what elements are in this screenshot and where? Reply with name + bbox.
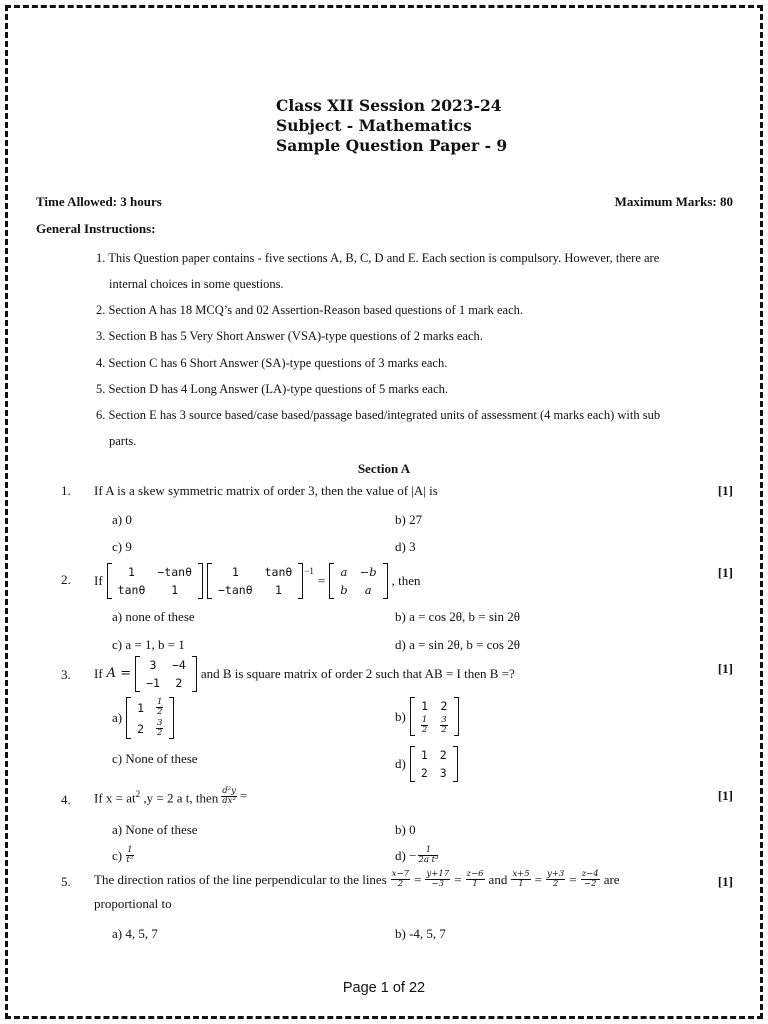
instructions-heading: General Instructions: bbox=[36, 221, 156, 236]
option-c: c) None of these bbox=[112, 751, 198, 766]
matrix-a: 3 −4 −1 2 bbox=[135, 656, 197, 692]
option-a: a) None of these bbox=[112, 822, 198, 837]
instruction-item: 3. Section B has 5 Very Short Answer (VSA)-type questions of 2 marks each. bbox=[96, 329, 483, 343]
if-text: If bbox=[94, 573, 103, 588]
option-label: c) bbox=[112, 847, 123, 863]
if-text: If bbox=[94, 666, 103, 681]
ratio-fraction: $\frac{z-6}{1}$ bbox=[466, 869, 484, 889]
instruction-item: 5. Section D has 4 Long Answer (LA)-type questions of 5 marks each. bbox=[96, 382, 449, 396]
derivative-fraction: $\frac{\text{d²y}}{\text{dx²}}$ bbox=[222, 785, 236, 806]
option-d bbox=[395, 746, 458, 782]
matrix-3: a −b b a bbox=[329, 563, 387, 599]
question-mark: [1] bbox=[717, 788, 733, 803]
instruction-item: parts. bbox=[109, 434, 137, 448]
question-number: 5. bbox=[61, 874, 71, 889]
question-mark: [1] bbox=[717, 565, 733, 580]
option-label: d) bbox=[395, 756, 406, 771]
ratio-fraction: $\frac{z-4}{-2}$ bbox=[581, 869, 599, 889]
option-d: d) a = sin 2θ, b = cos 2θ bbox=[395, 637, 520, 652]
option-fraction: $\frac{1}{\text{2a t³}}$ bbox=[418, 845, 439, 865]
subject-title: Subject - Mathematics bbox=[276, 116, 472, 135]
option-c: c) a = 1, b = 1 bbox=[112, 637, 185, 652]
question-number: 2. bbox=[61, 572, 71, 587]
option-d bbox=[395, 846, 438, 865]
option-a: a) 4, 5, 7 bbox=[112, 926, 158, 941]
matrix-1: 1 −tanθ tanθ 1 bbox=[107, 563, 203, 599]
time-allowed: Time Allowed: 3 hours bbox=[36, 194, 162, 209]
question-text: The direction ratios of the line perpendicular to the lines bbox=[94, 871, 387, 887]
instruction-item: 4. Section C has 6 Short Answer (SA)-type questions of 3 marks each. bbox=[96, 356, 448, 370]
question-expression bbox=[94, 563, 421, 599]
question-expression: The direction ratios of the line perpendicular to the lines $\frac{x-7}{2}$ = $\frac{y+17}{-3}$ = $\frac{z-6}{1}$ and $\frac{x+5}{1}$ = $\frac{y+3}{2}$ = $\frac{z-4}{-2}$ are bbox=[94, 869, 620, 889]
option-b: b) 27 bbox=[395, 512, 423, 527]
page-number: Page 1 of 22 bbox=[342, 980, 426, 996]
option-b: b) a = cos 2θ, b = sin 2θ bbox=[395, 609, 520, 624]
option-b bbox=[395, 697, 459, 736]
option-a bbox=[112, 697, 174, 739]
instruction-item: 1. This Question paper contains - five sections A, B, C, D and E. Each section is compulsory. However, there are bbox=[96, 251, 660, 265]
question-number: 3. bbox=[61, 667, 71, 682]
question-text: If A is a skew symmetric matrix of order 3, then the value of |A| is bbox=[94, 483, 438, 498]
option-a: a) 0 bbox=[112, 512, 132, 527]
question-expression bbox=[94, 786, 247, 806]
option-matrix: 1 2 $\frac{1}{2}$ $\frac{3}{2}$ bbox=[410, 697, 459, 736]
option-label: d) − bbox=[395, 847, 417, 863]
option-label: b) bbox=[395, 708, 406, 724]
question-text: and B is square matrix of order 2 such that AB = I then B =? bbox=[200, 666, 515, 681]
option-c bbox=[112, 846, 134, 865]
question-mark: [1] bbox=[717, 483, 733, 498]
class-title: Class XII Session 2023-24 bbox=[276, 96, 502, 115]
option-a: a) none of these bbox=[112, 609, 195, 624]
ratio-fraction: $\frac{x-7}{2}$ bbox=[391, 869, 410, 889]
question-number: 1. bbox=[61, 483, 71, 498]
option-c: c) 9 bbox=[112, 539, 132, 554]
instruction-item: 2. Section A has 18 MCQ’s and 02 Assertion-Reason based questions of 1 mark each. bbox=[96, 303, 524, 317]
question-text: If $x = at^2$ ,y = 2 a t, then bbox=[94, 789, 219, 806]
equals-sign: = bbox=[239, 788, 248, 804]
matrix-name: A = bbox=[106, 666, 132, 681]
option-matrix: 1 $\frac{1}{2}$ 2 $\frac{3}{2}$ bbox=[126, 697, 174, 739]
matrix-2: 1 tanθ −tanθ 1 bbox=[207, 563, 303, 599]
ratio-fraction: $\frac{y+3}{2}$ bbox=[547, 869, 565, 889]
maximum-marks: Maximum Marks: 80 bbox=[614, 194, 733, 209]
option-b: b) 0 bbox=[395, 822, 416, 837]
ratio-fraction: $\frac{y+17}{-3}$ bbox=[426, 869, 450, 889]
question-mark: [1] bbox=[717, 661, 733, 676]
question-number: 4. bbox=[61, 792, 71, 807]
section-title: Section A bbox=[357, 461, 411, 476]
and-text: and bbox=[488, 871, 508, 887]
instruction-item: internal choices in some questions. bbox=[109, 277, 284, 291]
then-text: , then bbox=[391, 573, 421, 588]
question-mark: [1] bbox=[717, 874, 733, 889]
instruction-item: 6. Section E has 3 source based/case based/passage based/integrated units of assessment (4 marks each) with sub bbox=[96, 408, 661, 422]
option-fraction: $\frac{1}{\text{t²}}$ bbox=[126, 845, 134, 865]
question-text-continued: proportional to bbox=[94, 896, 172, 911]
option-d: d) 3 bbox=[395, 539, 416, 554]
option-label: a) bbox=[112, 710, 123, 725]
are-text: are bbox=[603, 871, 620, 887]
paper-title: Sample Question Paper - 9 bbox=[276, 136, 508, 155]
ratio-fraction: $\frac{x+5}{1}$ bbox=[512, 869, 530, 889]
question-expression bbox=[94, 656, 515, 692]
option-b: b) -4, 5, 7 bbox=[395, 926, 446, 941]
inverse-exponent: −1 bbox=[304, 566, 314, 576]
option-matrix: 1 2 2 3 bbox=[410, 746, 458, 782]
equals-sign: = bbox=[317, 573, 326, 588]
